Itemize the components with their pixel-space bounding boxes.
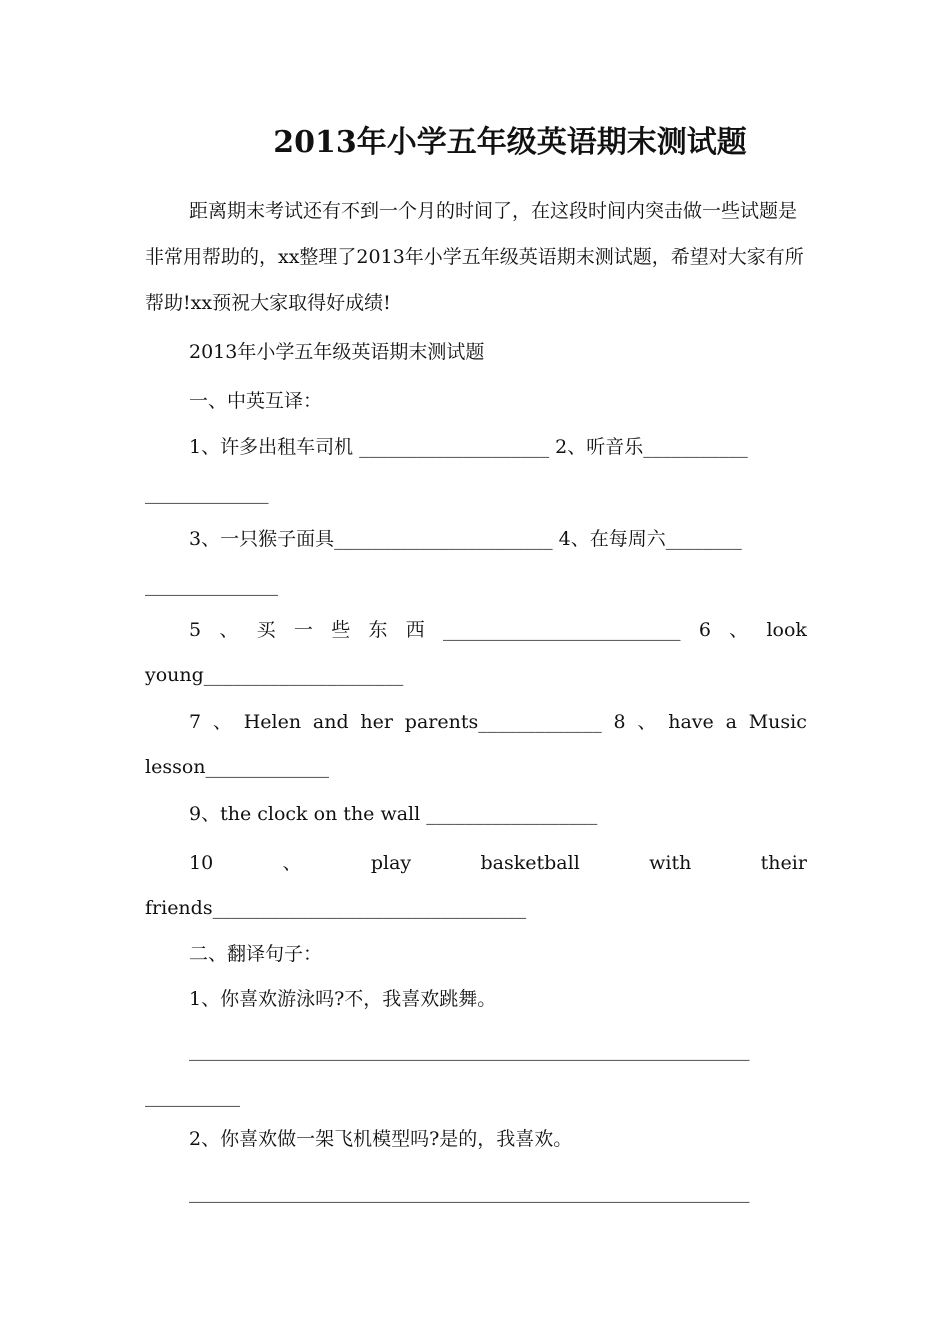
word: 、 — [219, 619, 239, 641]
word: her — [360, 711, 393, 733]
answer-blank: __________ — [145, 1085, 240, 1107]
word: a — [725, 711, 737, 733]
word: basketball — [480, 852, 580, 874]
exercise-line: 9、the clock on the wall __________________ — [189, 803, 598, 825]
question-1: 1、你喜欢游泳吗?不，我喜欢跳舞。 — [189, 988, 497, 1010]
exercise-line: 1、许多出租车司机 ____________________ 2、听音乐___________ — [189, 436, 748, 458]
page-title: 2013年小学五年级英语期末测试题 — [273, 125, 747, 160]
answer-blank: _____________ — [145, 482, 269, 504]
word: 、 — [282, 852, 302, 874]
exercise-line: young_____________________ — [145, 664, 404, 686]
word: look — [766, 619, 807, 641]
word: 西 — [405, 619, 425, 641]
word: 、 — [729, 619, 749, 641]
answer-blank: ___________________________________________________________ — [189, 1039, 750, 1061]
word: their — [760, 852, 807, 874]
word: 、 — [212, 711, 232, 733]
subtitle: 2013年小学五年级英语期末测试题 — [189, 341, 485, 363]
exercise-line-10 — [189, 840, 807, 886]
answer-blank: ______________ — [145, 574, 278, 596]
intro-paragraph: 距离期末考试还有不到一个月的时间了，在这段时间内突击做一些试题是非常用帮助的，xx整理了2013年小学五年级英语期末测试题，希望对大家有所帮助!xx预祝大家取得好成绩! — [145, 200, 804, 314]
exercise-line: friends_________________________________ — [145, 897, 527, 919]
word: 一 — [293, 619, 313, 641]
word: parents_____________ — [404, 711, 602, 733]
exercise-line: 3、一只猴子面具_______________________ 4、在每周六________ — [189, 528, 742, 550]
word: 些 — [331, 619, 351, 641]
word: 6 — [698, 619, 711, 641]
word: 10 — [189, 852, 214, 874]
answer-blank: _________________________ — [443, 619, 681, 641]
word: 5 — [189, 619, 202, 641]
word: Music — [748, 711, 807, 733]
exercise-line-5-6 — [189, 607, 807, 653]
word: 、 — [637, 711, 657, 733]
word: 东 — [368, 619, 388, 641]
exercise-line-7-8 — [189, 699, 807, 745]
word: Helen — [243, 711, 302, 733]
word: with — [649, 852, 692, 874]
word: 买 — [256, 619, 276, 641]
word: 7 — [189, 711, 202, 733]
answer-blank: ___________________________________________________________ — [189, 1181, 750, 1203]
question-2: 2、你喜欢做一架飞机模型吗?是的，我喜欢。 — [189, 1128, 573, 1150]
section1-heading: 一、中英互译： — [189, 390, 323, 412]
word: have — [668, 711, 714, 733]
word: and — [312, 711, 349, 733]
word: 8 — [613, 711, 626, 733]
exercise-line: lesson_____________ — [145, 756, 329, 778]
section2-heading: 二、翻译句子： — [189, 943, 323, 965]
word: play — [370, 852, 412, 874]
